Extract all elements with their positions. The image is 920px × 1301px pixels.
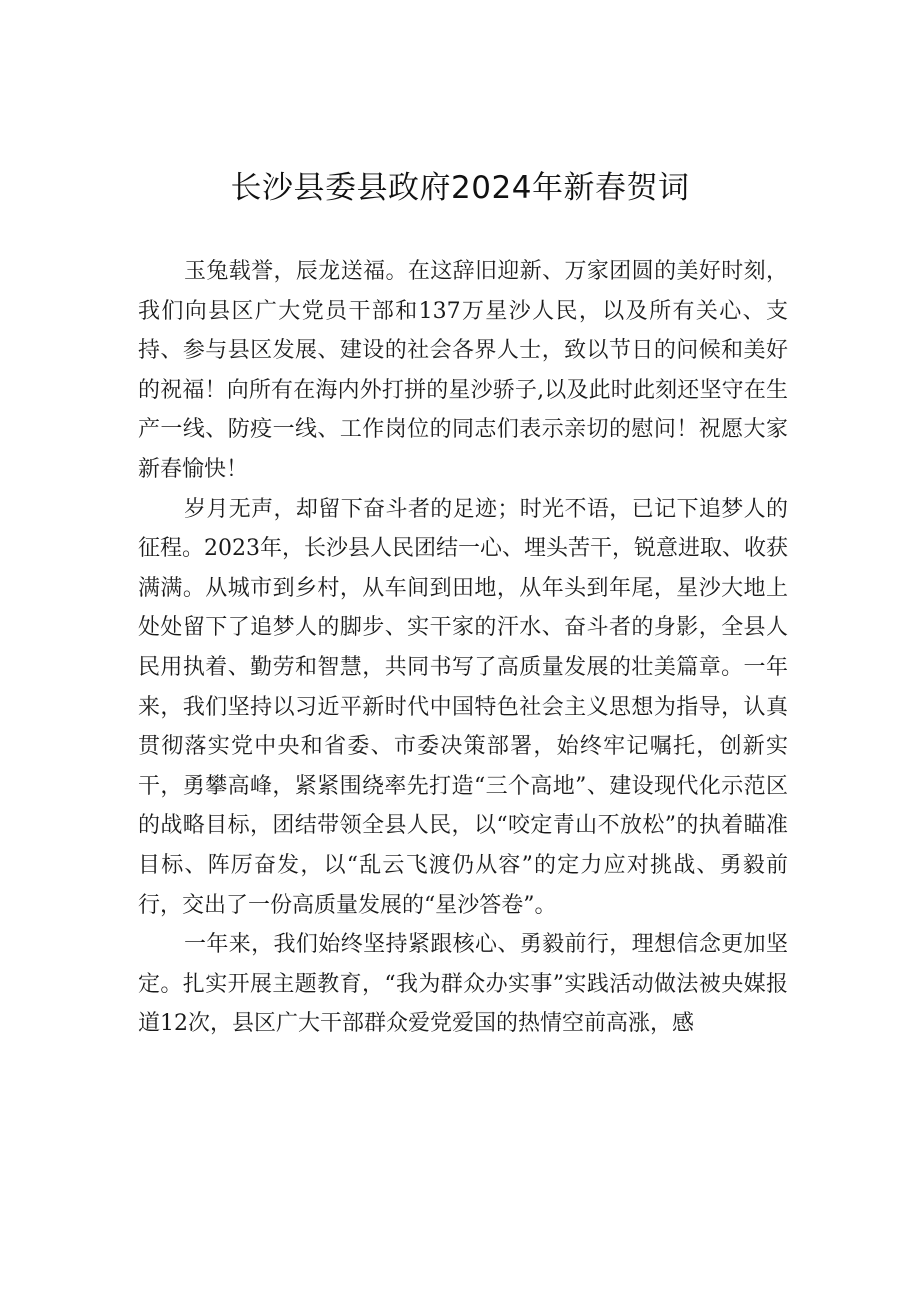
document-title: 长沙县委县政府2024年新春贺词 — [230, 170, 690, 206]
paragraph-achievements: 一年来，我们始终坚持紧跟核心、勇毅前行，理想信念更加坚定。扎实开展主题教育，“我为群众办实事”实践活动做法被央媒报道12次，县区广大干部群众爱党爱国的热情空前高涨，感 — [138, 932, 788, 1037]
paragraph-review: 岁月无声，却留下奋斗者的足迹；时光不语，已记下追梦人的征程。2023年，长沙县人民团结一心、埋头苦干，锐意进取、收获满满。从城市到乡村，从车间到田地，从年头到年尾，星沙大地上处处留下了追梦人的脚步、实干家的汗水、奋斗者的身影，全县人民用执着、勤劳和智慧，共同书写了高质量发展的壮美篇章。一年来，我们坚持以习近平新时代中国特色社会主义思想为指导，认真贯彻落实党中央和省委、市委决策部署，始终牢记嘱托，创新实干，勇攀高峰，紧紧围绕率先打造“三个高地”、建设现代化示范区的战略目标，团结带领全县人民，以“咬定青山不放松”的执着瞄准目标、阵厉奋发，以“乱云飞渡仍从容”的定力应对挑战、勇毅前行，交出了一份高质量发展的“星沙答卷”。 — [138, 496, 788, 918]
paragraph-greeting: 玉兔载誉，辰龙送福。在这辞旧迎新、万家团圆的美好时刻，我们向县区广大党员干部和137万星沙人民，以及所有关心、支持、参与县区发展、建设的社会各界人士，致以节日的问候和美好的祝福！向所有在海内外打拼的星沙骄子,以及此时此刻还坚守在生产一线、防疫一线、工作岗位的同志们表示亲切的慰问！祝愿大家新春愉快！ — [138, 259, 788, 482]
document-body — [138, 252, 788, 1044]
